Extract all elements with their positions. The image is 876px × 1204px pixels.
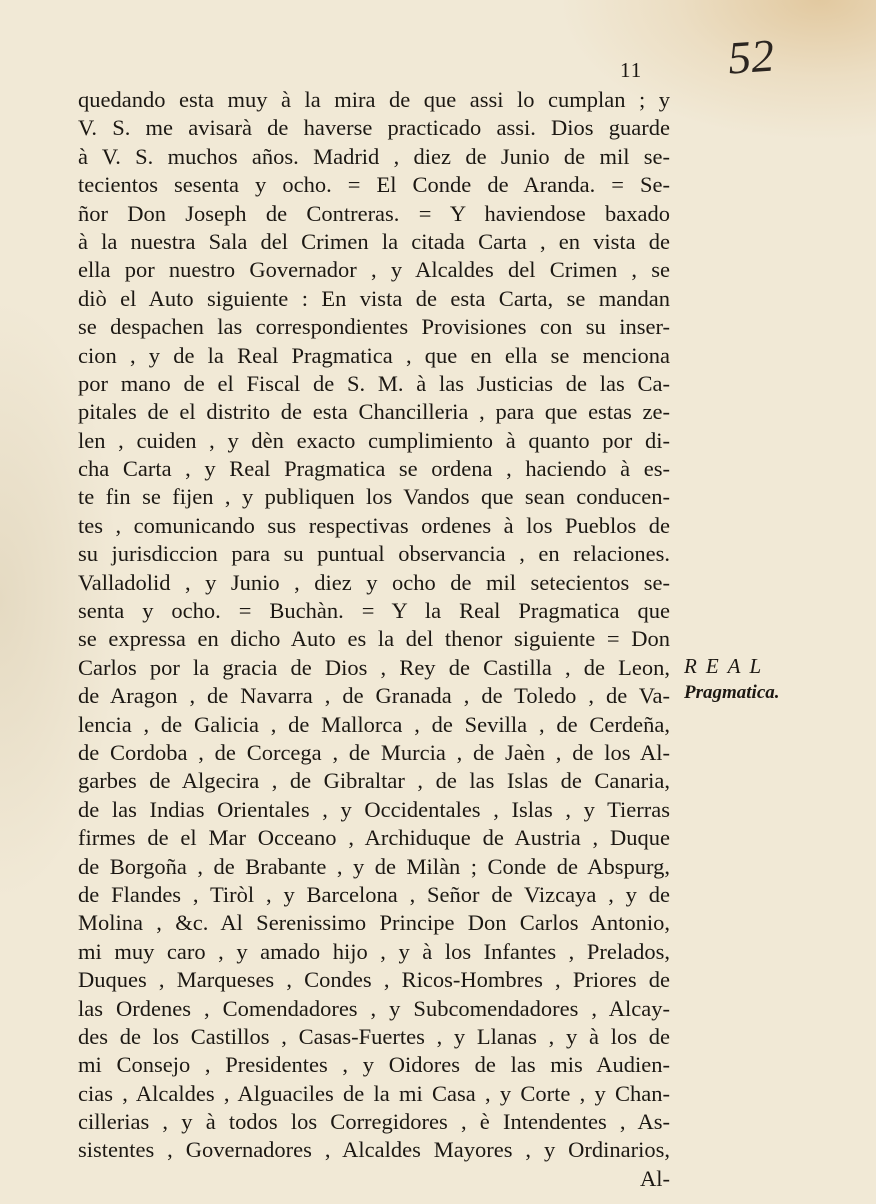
text-line: de Borgoña , de Brabante , y de Milàn ; Conde de Abspurg, [78, 853, 670, 879]
text-line: te fin se fijen , y publiquen los Vandos que sean conducen- [78, 484, 670, 510]
body-text [78, 86, 670, 1193]
text-line: garbes de Algecira , de Gibraltar , de las Islas de Canaria, [78, 768, 670, 794]
text-line: ella por nuestro Governador , y Alcaldes del Crimen , se [78, 257, 670, 283]
text-line: ñor Don Joseph de Contreras. = Y haviendose baxado [78, 200, 670, 226]
text-line: cion , y de la Real Pragmatica , que en ella se menciona [78, 342, 670, 368]
text-line: Carlos por la gracia de Dios , Rey de Castilla , de Leon, [78, 654, 670, 680]
text-line: firmes de el Mar Occeano , Archiduque de Austria , Duque [78, 825, 670, 851]
text-line: sistentes , Governadores , Alcaldes Mayores , y Ordinarios, [78, 1137, 670, 1163]
text-line: à V. S. muchos años. Madrid , diez de Junio de mil se- [78, 143, 670, 169]
text-line: cha Carta , y Real Pragmatica se ordena , haciendo à es- [78, 456, 670, 482]
text-line: se despachen las correspondientes Provisiones con su inser- [78, 314, 670, 340]
text-line: Valladolid , y Junio , diez y ocho de mil setecientos se- [78, 569, 670, 595]
text-line: cias , Alcaldes , Alguaciles de la mi Casa , y Corte , y Chan- [78, 1080, 670, 1106]
page-number: 11 [620, 58, 643, 82]
text-line: quedando esta muy à la mira de que assi lo cumplan ; y [78, 87, 670, 112]
text-line: de Flandes , Tiròl , y Barcelona , Señor de Vizcaya , y de [78, 881, 670, 907]
text-line: se expressa en dicho Auto es la del thenor siguiente = Don [78, 626, 670, 652]
text-line: tecientos sesenta y ocho. = El Conde de Aranda. = Se- [78, 172, 670, 198]
text-line: de Aragon , de Navarra , de Granada , de Toledo , de Va- [78, 683, 670, 709]
text-line: len , cuiden , y dèn exacto cumplimiento à quanto por di- [78, 427, 670, 453]
text-line: mi muy caro , y amado hijo , y à los Infantes , Prelados, [78, 938, 670, 964]
text-line: des de los Castillos , Casas-Fuertes , y Llanas , y à los de [78, 1023, 670, 1049]
text-line: diò el Auto siguiente : En vista de esta Carta, se mandan [78, 285, 670, 311]
text-line: V. S. me avisarà de haverse practicado assi. Dios guarde [78, 115, 670, 141]
text-line: de las Indias Orientales , y Occidentales , Islas , y Tierras [78, 796, 670, 822]
catchword: Al- [640, 1165, 670, 1191]
text-line: lencia , de Galicia , de Mallorca , de Sevilla , de Cerdeña, [78, 711, 670, 737]
text-line: à la nuestra Sala del Crimen la citada Carta , en vista de [78, 228, 670, 254]
text-line: pitales de el distrito de esta Chancilleria , para que estas ze- [78, 399, 670, 425]
text-line: Molina , &c. Al Serenissimo Principe Don Carlos Antonio, [78, 910, 670, 936]
text-line: de Cordoba , de Corcega , de Murcia , de Jaèn , de los Al- [78, 739, 670, 765]
text-line: cillerias , y à todos los Corregidores , è Intendentes , As- [78, 1109, 670, 1135]
text-line: por mano de el Fiscal de S. M. à las Justicias de las Ca- [78, 370, 670, 396]
handwritten-page-number: 52 [726, 29, 776, 84]
text-line: mi Consejo , Presidentes , y Oidores de las mis Audien- [78, 1052, 670, 1078]
margin-note-title: REAL [684, 654, 771, 678]
text-line: las Ordenes , Comendadores , y Subcomendadores , Alcay- [78, 995, 670, 1021]
margin-note-subtitle: Pragmatica. [684, 682, 780, 703]
text-line: su jurisdiccion para su puntual observancia , en relaciones. [78, 541, 670, 567]
text-line: senta y ocho. = Buchàn. = Y la Real Pragmatica que [78, 598, 670, 624]
text-line: Duques , Marqueses , Condes , Ricos-Hombres , Priores de [78, 967, 670, 993]
margin-note [684, 652, 864, 706]
text-line: tes , comunicando sus respectivas ordenes à los Pueblos de [78, 512, 670, 538]
